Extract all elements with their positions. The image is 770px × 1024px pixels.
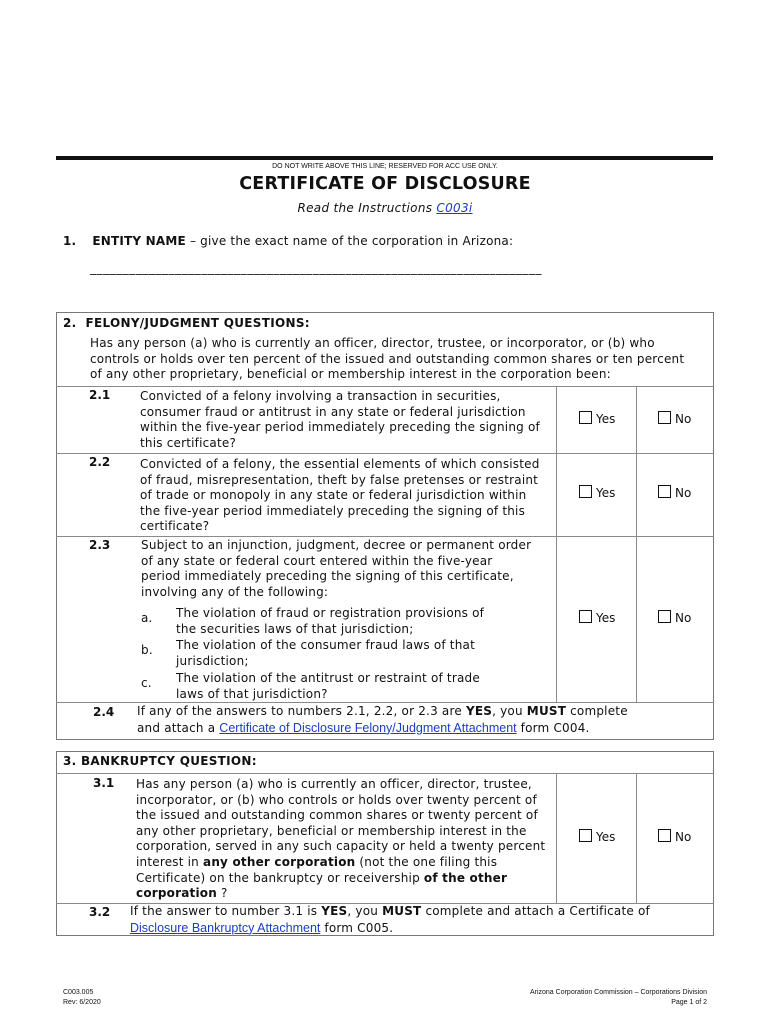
- q2-3-yes-option[interactable]: Yes: [579, 610, 615, 625]
- q3-1-yes-option[interactable]: Yes: [579, 829, 615, 844]
- sub-item-c-text: The violation of the antitrust or restraint of trade laws of that jurisdiction?: [176, 671, 480, 701]
- felony-intro: Has any person (a) who is currently an officer, director, trustee, or incorporator, or (b) who controls or holds over ten percent of the issued and outstanding common shares or ten percent of any other proprietary, beneficial or membership interest in the corporation been:: [90, 336, 685, 382]
- sub-item-b-label: b.: [141, 643, 153, 657]
- bankruptcy-heading: 3. BANKRUPTCY QUESTION:: [63, 754, 257, 768]
- sub-item-c-label: c.: [141, 676, 152, 690]
- bankruptcy-attachment-link[interactable]: Disclosure Bankruptcy Attachment: [130, 920, 321, 935]
- grid-line: [556, 773, 557, 903]
- checkbox-icon[interactable]: [579, 411, 592, 424]
- entity-name-field[interactable]: _____________________________________________________________________: [90, 261, 542, 275]
- top-rule: [56, 156, 713, 160]
- sub-item-a-label: a.: [141, 611, 153, 625]
- question-2-3-number: 2.3: [89, 538, 111, 552]
- checkbox-icon[interactable]: [658, 610, 671, 623]
- grid-line: [556, 386, 557, 702]
- instructions-line: [0, 201, 770, 215]
- grid-line: [56, 536, 714, 537]
- question-2-2-text: Convicted of a felony, the essential elements of which consisted of fraud, misrepresentation, theft by false pretenses or restraint of trade or monopoly in any state or federal jurisdiction within the five-year period immediately preceding the signing of this certificate?: [140, 457, 540, 534]
- felony-heading: 2. FELONY/JUDGMENT QUESTIONS:: [63, 316, 310, 330]
- question-2-1-number: 2.1: [89, 388, 111, 402]
- reserved-note: DO NOT WRITE ABOVE THIS LINE; RESERVED FOR ACC USE ONLY.: [272, 163, 498, 170]
- question-3-1-text: Has any person (a) who is currently an officer, director, trustee, incorporator, or (b) who controls or holds over twenty percent of the issued and outstanding common shares or twenty percent of any other proprietary, beneficial or membership interest in the corporation, served in any such capacity or held a twenty percent interest in any other corporation (not the one filing this Certificate) on the bankruptcy or receivership of the other corporation ?: [136, 777, 546, 901]
- question-2-4-number: 2.4: [93, 705, 115, 719]
- checkbox-icon[interactable]: [658, 485, 671, 498]
- question-2-4-text: If any of the answers to numbers 2.1, 2.2, or 2.3 are YES, you MUST complete and attach a Certificate of Disclosure Felony/Judgment Attachment form C004.: [137, 704, 628, 735]
- question-2-2-number: 2.2: [89, 455, 111, 469]
- instructions-link[interactable]: C003i: [436, 201, 473, 215]
- checkbox-icon[interactable]: [579, 485, 592, 498]
- grid-line: [56, 453, 714, 454]
- question-2-1-text: Convicted of a felony involving a transaction in securities, consumer fraud or antitrust in any state or federal jurisdiction within the five-year period immediately preceding the signing of this certificate?: [140, 389, 540, 450]
- page-title: CERTIFICATE OF DISCLOSURE: [239, 174, 531, 194]
- sub-item-a-text: The violation of fraud or registration provisions of the securities laws of that jurisdiction;: [176, 606, 485, 636]
- grid-line: [636, 773, 637, 903]
- q2-3-no-option[interactable]: No: [658, 610, 691, 625]
- form-code: C003.005: [63, 989, 94, 996]
- checkbox-icon[interactable]: [658, 411, 671, 424]
- agency: Arizona Corporation Commission – Corporations Division: [529, 989, 707, 996]
- q2-1-no-option[interactable]: No: [658, 411, 691, 426]
- grid-line: [56, 386, 714, 387]
- grid-line: [56, 773, 714, 774]
- instructions-prefix: Read the Instructions: [297, 201, 437, 215]
- page-number: Page 1 of 2: [671, 999, 707, 1006]
- checkbox-icon[interactable]: [579, 829, 592, 842]
- footer-right: [530, 988, 707, 1008]
- entity-instruction: – give the exact name of the corporation in Arizona:: [185, 234, 514, 248]
- question-3-2-number: 3.2: [89, 905, 111, 919]
- sub-item-b-text: The violation of the consumer fraud laws of that jurisdiction;: [176, 638, 475, 668]
- revision: Rev: 6/2020: [63, 999, 101, 1006]
- felony-attachment-link[interactable]: Certificate of Disclosure Felony/Judgment Attachment: [219, 720, 517, 735]
- question-3-1-number: 3.1: [93, 776, 115, 790]
- q2-2-no-option[interactable]: No: [658, 485, 691, 500]
- question-3-2-text: If the answer to number 3.1 is YES, you MUST complete and attach a Certificate of Disclosure Bankruptcy Attachment form C005.: [130, 904, 650, 935]
- checkbox-icon[interactable]: [579, 610, 592, 623]
- q3-1-no-option[interactable]: No: [658, 829, 691, 844]
- entity-number: 1.: [63, 234, 77, 248]
- entity-name-question: [63, 234, 513, 250]
- footer-left: [63, 988, 101, 1008]
- checkbox-icon[interactable]: [658, 829, 671, 842]
- q2-2-yes-option[interactable]: Yes: [579, 485, 615, 500]
- entity-label: ENTITY NAME: [92, 234, 186, 248]
- question-2-3-text: Subject to an injunction, judgment, decree or permanent order of any state or federal court entered within the five-year period immediately preceding the signing of this certificate, involving any of the following:: [141, 538, 532, 599]
- q2-1-yes-option[interactable]: Yes: [579, 411, 615, 426]
- grid-line: [636, 386, 637, 702]
